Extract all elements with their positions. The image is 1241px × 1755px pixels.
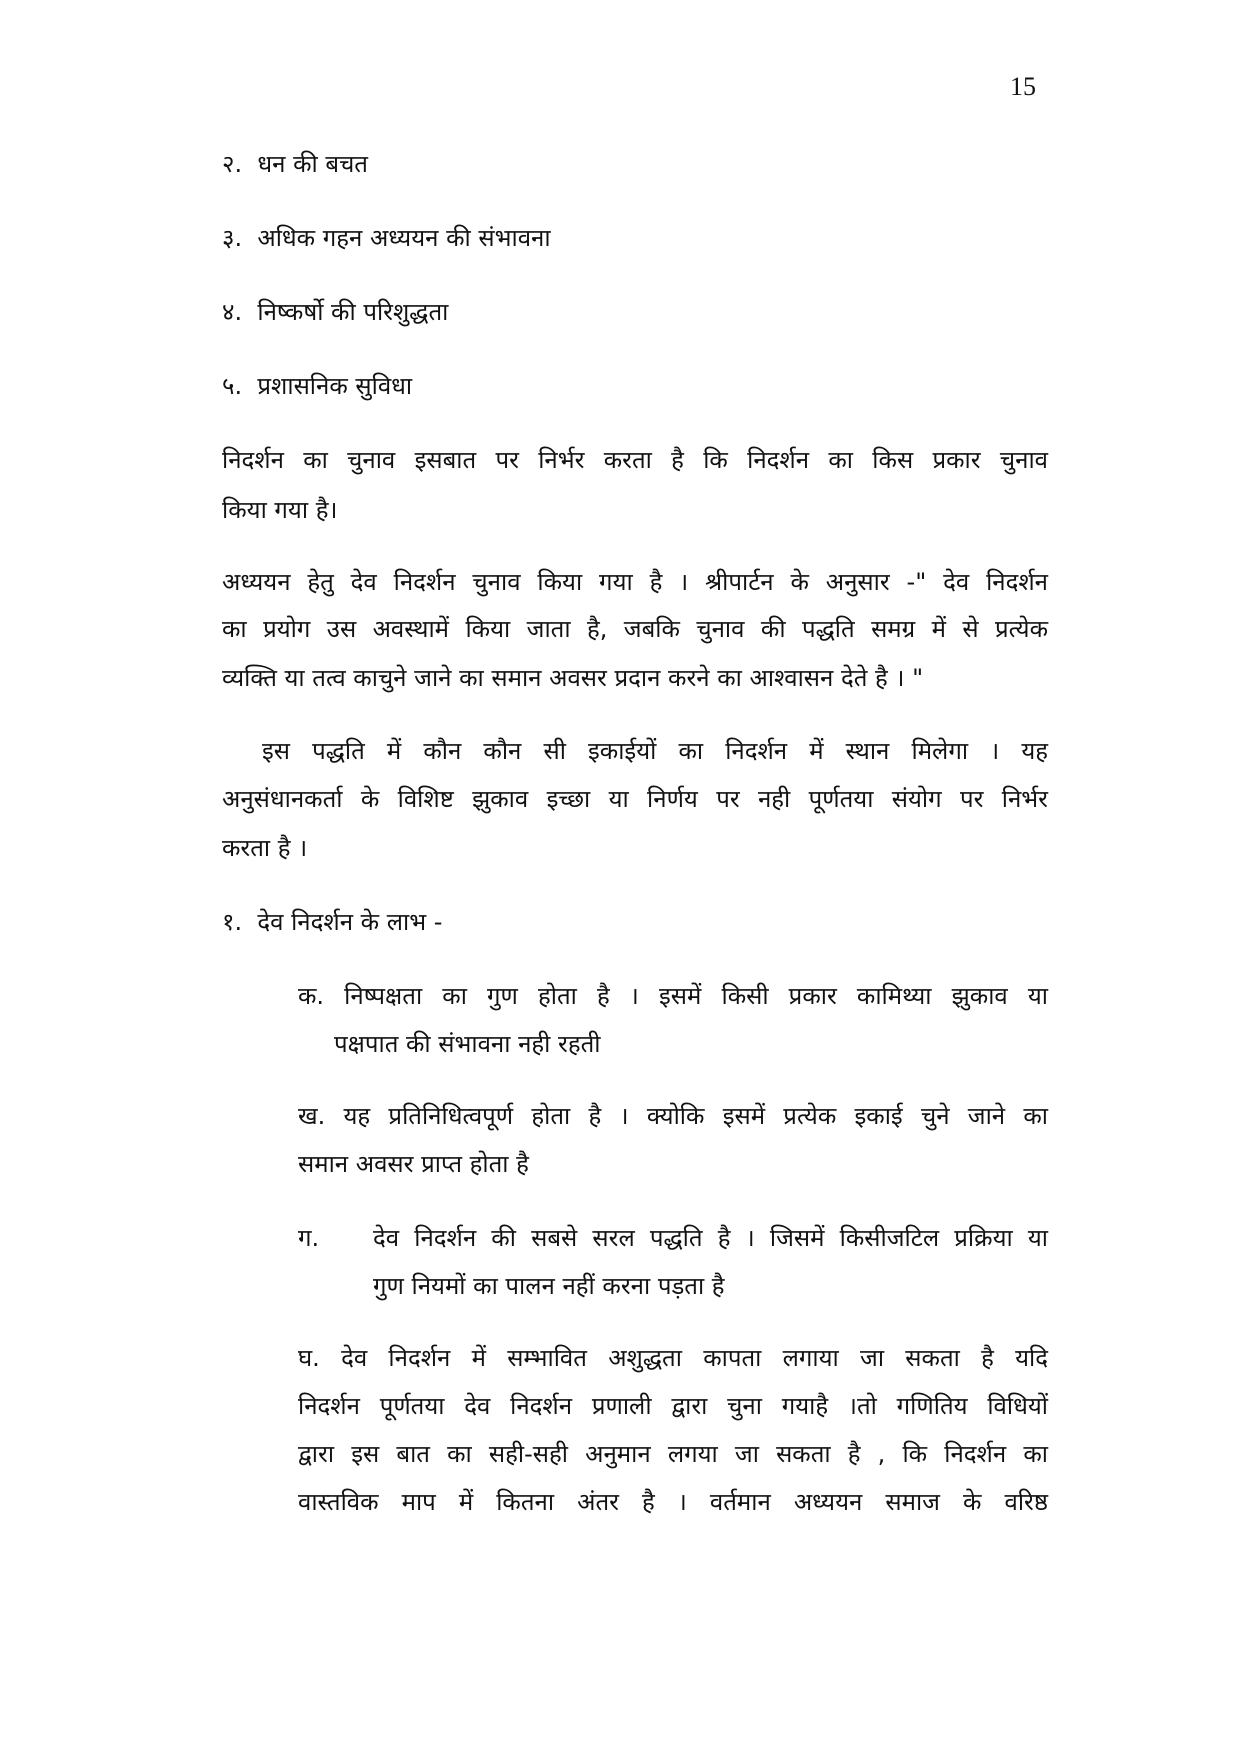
benefit-line: वास्तविक माप में कितना अंतर है । वर्तमान अध्ययन समाज के वरिष्ठ (298, 1488, 1048, 1516)
benefit-line: पक्षपात की संभावना नही रहती (334, 1030, 601, 1058)
list-item (222, 370, 412, 402)
benefit-line: देव निदर्शन की सबसे सरल पद्धति है । जिसमें किसीजटिल प्रक्रिया या (373, 1224, 1048, 1252)
list-text: अधिक गहन अध्ययन की संभावना (257, 224, 551, 252)
list-number: ५. (222, 372, 243, 400)
benefit-line: निदर्शन पूर्णतया देव निदर्शन प्रणाली द्वारा चुना गयाहै ।तो गणितिय विधियों (298, 1392, 1048, 1420)
paragraph-line: व्यक्ति या तत्व काचुने जाने का समान अवसर प्रदान करने का आश्वासन देते है । " (222, 664, 924, 692)
paragraph-line: अध्ययन हेतु देव निदर्शन चुनाव किया गया है । श्रीपार्टन के अनुसार -" देव निदर्शन (222, 568, 1048, 596)
paragraph-line: का प्रयोग उस अवस्थामें किया जाता है, जबकि चुनाव की पद्धति समग्र में से प्रत्येक (222, 615, 1048, 643)
heading-text: देव निदर्शन के लाभ - (257, 908, 443, 936)
benefit-line: घ. देव निदर्शन में सम्भावित अशुद्धता कापता लगाया जा सकता है यदि (298, 1344, 1048, 1372)
paragraph-line: किया गया है। (222, 496, 338, 524)
benefit-line: समान अवसर प्राप्त होता है (298, 1150, 529, 1178)
paragraph-line: करता है । (222, 834, 308, 862)
benefit-line: ख. यह प्रतिनिधित्वपूर्ण होता है । क्योकि इसमें प्रत्येक इकाई चुने जाने का (298, 1102, 1048, 1130)
paragraph-line: इस पद्धति में कौन कौन सी इकाईयों का निदर्शन में स्थान मिलेगा । यह (262, 737, 1048, 765)
list-text: निष्कर्षो की परिशुद्धता (257, 298, 449, 326)
heading-number: १. (222, 908, 243, 936)
list-number: २. (222, 150, 243, 178)
benefit-line: द्वारा इस बात का सही-सही अनुमान लगया जा सकता है , कि निदर्शन का (298, 1440, 1048, 1468)
page-number: 15 (1010, 72, 1036, 101)
list-text: धन की बचत (257, 150, 368, 178)
benefit-label: ग. (298, 1224, 320, 1252)
benefit-line: गुण नियमों का पालन नहीं करना पड़ता है (373, 1272, 725, 1300)
list-number: ३. (222, 224, 243, 252)
list-item (222, 296, 448, 328)
paragraph-line: अनुसंधानकर्ता के विशिष्ट झुकाव इच्छा या निर्णय पर नही पूर्णतया संयोग पर निर्भर (222, 785, 1048, 813)
section-heading (222, 906, 442, 938)
paragraph-line: निदर्शन का चुनाव इसबात पर निर्भर करता है कि निदर्शन का किस प्रकार चुनाव (222, 446, 1048, 474)
list-item (222, 222, 551, 254)
list-number: ४. (222, 298, 243, 326)
benefit-line: क. निष्पक्षता का गुण होता है । इसमें किसी प्रकार कामिथ्या झुकाव या (298, 982, 1048, 1010)
list-item (222, 148, 368, 180)
list-text: प्रशासनिक सुविधा (257, 372, 413, 400)
